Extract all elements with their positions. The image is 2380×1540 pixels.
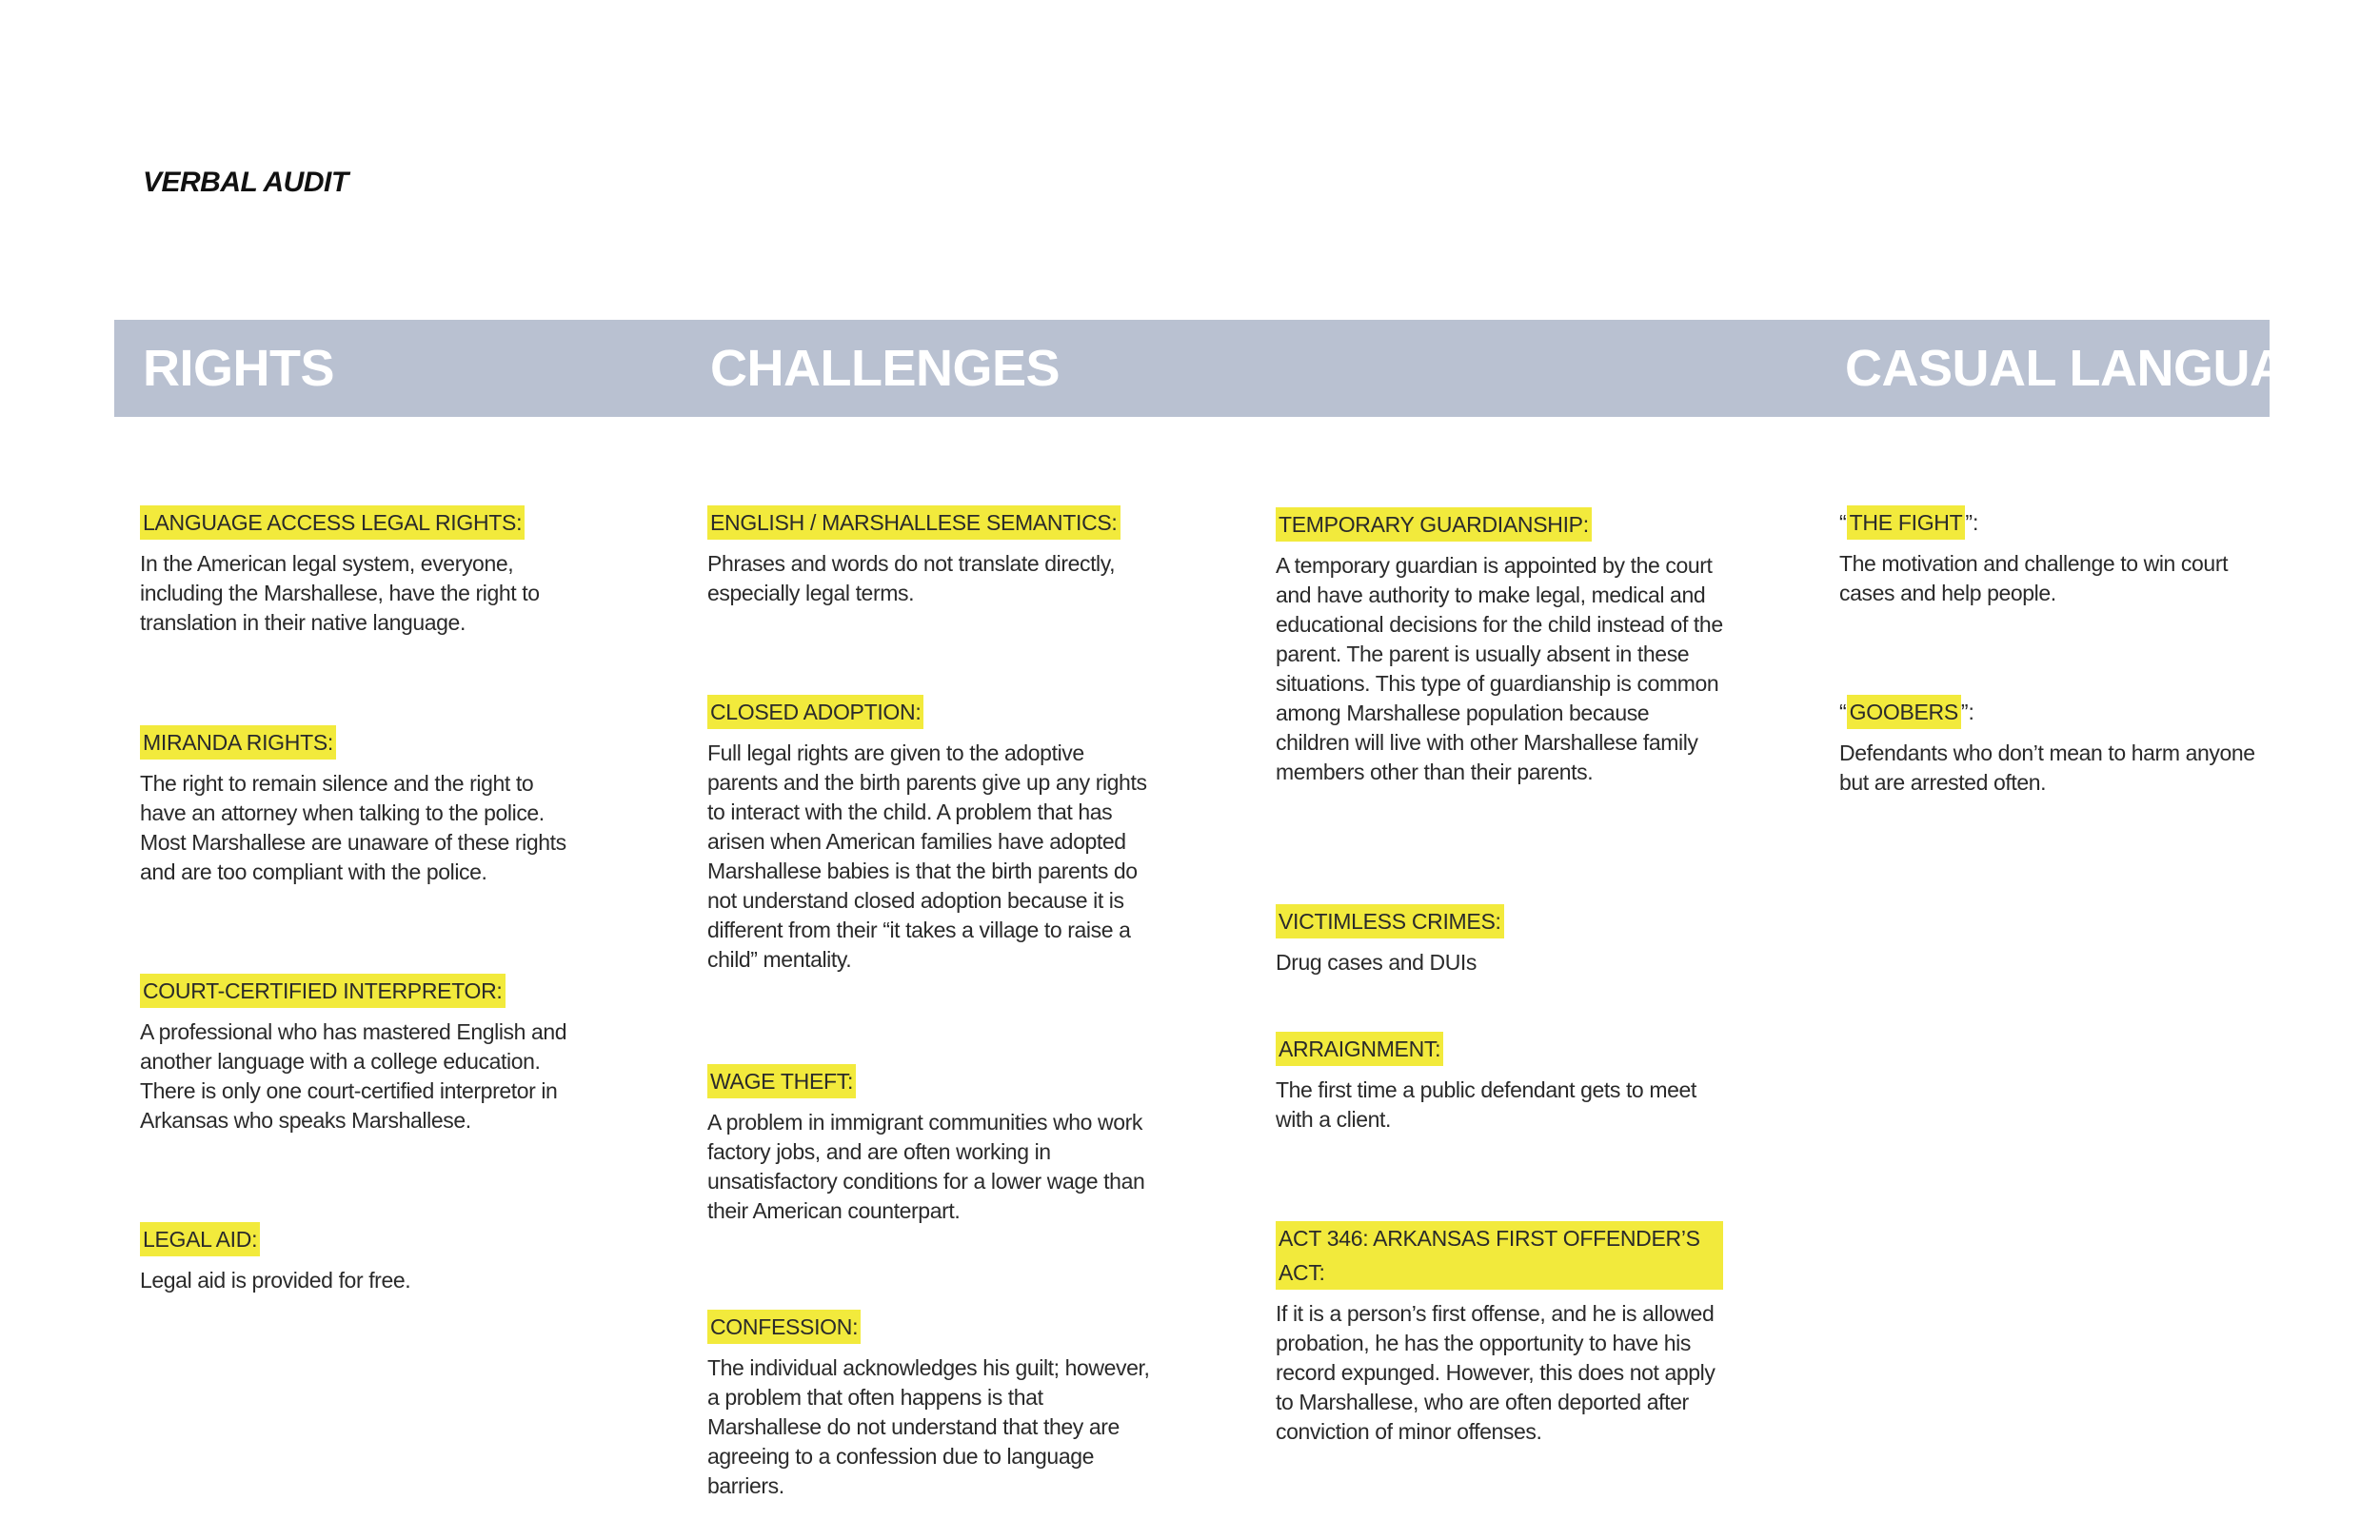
term-definition: The individual acknowledges his guilt; however, a problem that often happens is that Marshallese do not understand that they are agreeing to a confession due to language barriers. <box>707 1355 1150 1498</box>
rights-entry-miranda <box>140 725 578 887</box>
casual-entry-the-fight <box>1839 505 2287 608</box>
term-highlight: VICTIMLESS CRIMES: <box>1276 904 1504 938</box>
rights-heading: RIGHTS <box>143 340 335 397</box>
term-definition: The right to remain silence and the right to have an attorney when talking to the police. Most Marshallese are unaware of these rights and are too compliant with the police. <box>140 771 566 884</box>
term-highlight: MIRANDA RIGHTS: <box>140 725 336 760</box>
rights-entry-language-access <box>140 505 578 638</box>
close-quote: ”: <box>1965 510 1979 535</box>
challenges-heading: CHALLENGES <box>710 340 1061 397</box>
open-quote: “ <box>1839 510 1847 535</box>
casual-language-heading: CASUAL LANGUAGE <box>1845 340 2360 397</box>
rights-entry-interpretor <box>140 974 578 1135</box>
close-quote: ”: <box>1960 700 1974 724</box>
term-highlight: ENGLISH / MARSHALLESE SEMANTICS: <box>707 505 1121 540</box>
challenges-entry-guardianship <box>1276 507 1723 787</box>
term-definition: If it is a person’s first offense, and he is allowed probation, he has the opportunity to have his record expunged. However, this does not apply to Marshallese, who are often deported after conviction of minor offenses. <box>1276 1301 1716 1444</box>
term-definition: A problem in immigrant communities who work factory jobs, and are often working in unsatisfactory conditions for a lower wage than their American counterpart. <box>707 1110 1145 1223</box>
term-highlight: GOOBERS <box>1847 695 1961 729</box>
challenges-entry-confession <box>707 1310 1155 1501</box>
page-label: VERBAL AUDIT <box>143 167 348 198</box>
term-definition: Phrases and words do not translate directly, especially legal terms. <box>707 551 1116 605</box>
rights-entry-legal-aid <box>140 1222 578 1295</box>
term-highlight: LEGAL AID: <box>140 1222 260 1256</box>
term-definition: Full legal rights are given to the adoptive parents and the birth parents give up any rights to interact with the child. A problem that has arisen when American families have adopted Marshallese babies is that the birth parents do not understand closed adoption because it is different from their “it takes a village to raise a child” mentality. <box>707 740 1147 972</box>
term-highlight: COURT-CERTIFIED INTERPRETOR: <box>140 974 506 1008</box>
term-definition: Defendants who don’t mean to harm anyone but are arrested often. <box>1839 740 2255 795</box>
term-highlight: TEMPORARY GUARDIANSHIP: <box>1276 507 1592 542</box>
term-highlight: CLOSED ADOPTION: <box>707 695 923 729</box>
challenges-entry-semantics <box>707 505 1155 608</box>
challenges-entry-arraignment <box>1276 1032 1723 1135</box>
casual-entry-goobers <box>1839 695 2287 798</box>
open-quote: “ <box>1839 700 1847 724</box>
term-definition: The motivation and challenge to win court cases and help people. <box>1839 551 2229 605</box>
term-highlight: THE FIGHT <box>1847 505 1966 540</box>
term-highlight: ACT 346: ARKANSAS FIRST OFFENDER’S ACT: <box>1276 1221 1723 1290</box>
term-highlight: LANGUAGE ACCESS LEGAL RIGHTS: <box>140 505 525 540</box>
challenges-entry-victimless-crimes <box>1276 904 1723 977</box>
term-definition: The first time a public defendant gets to meet with a client. <box>1276 1077 1696 1132</box>
term-definition: A professional who has mastered English and another language with a college education. There is only one court-certified interpretor in Arkansas who speaks Marshallese. <box>140 1019 567 1133</box>
challenges-entry-wage-theft <box>707 1064 1155 1226</box>
term-highlight: CONFESSION: <box>707 1310 861 1344</box>
challenges-entry-act-346 <box>1276 1221 1723 1447</box>
challenges-entry-closed-adoption <box>707 695 1155 975</box>
term-definition: Drug cases and DUIs <box>1276 950 1477 975</box>
term-highlight: WAGE THEFT: <box>707 1064 856 1098</box>
term-definition: Legal aid is provided for free. <box>140 1268 411 1293</box>
term-definition: A temporary guardian is appointed by the court and have authority to make legal, medical and educational decisions for the child instead of the parent. The parent is usually absent in these situations. This type of guardianship is common among Marshallese population because children will live with other Marshallese family members other than their parents. <box>1276 553 1723 784</box>
term-definition: In the American legal system, everyone, including the Marshallese, have the right to translation in their native language. <box>140 551 540 635</box>
term-highlight: ARRAIGNMENT: <box>1276 1032 1443 1066</box>
